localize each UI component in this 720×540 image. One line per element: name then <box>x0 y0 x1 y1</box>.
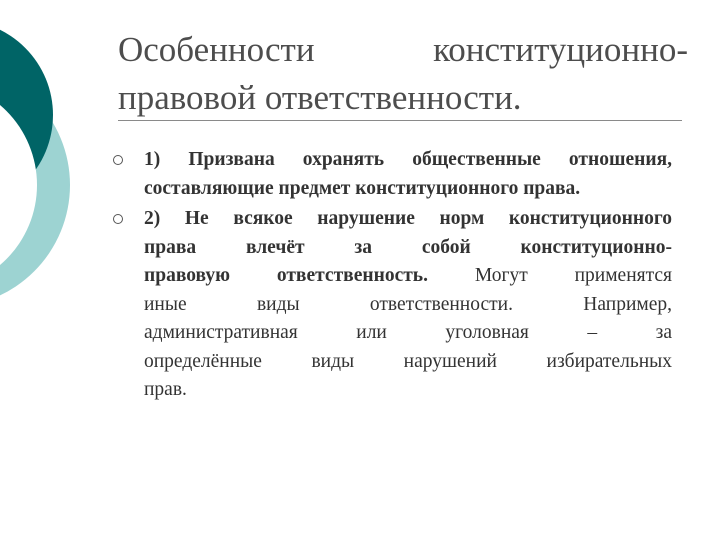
title-line-1 <box>118 26 688 74</box>
item-2-bold-line-3: правовую ответственность. <box>144 265 428 286</box>
item-2-line-5: административная или уголовная – за <box>144 322 672 343</box>
bullet-list <box>112 146 672 405</box>
item-1-line-1: 1) Призвана охранять общественные отношения, <box>144 149 672 170</box>
title-line-2: правовой ответственности. <box>118 78 522 117</box>
item-2-line-6: определённые виды нарушений избирательных <box>144 350 672 372</box>
item-2-bold-line-1: 2) Не всякое нарушение норм конституционного <box>144 208 672 229</box>
decorative-circles <box>0 0 100 300</box>
item-2-line-4: иные виды ответственности. Например, <box>144 293 672 315</box>
hollow-circle-bullet-icon <box>113 155 123 165</box>
item-2-bold-line-2: права влечёт за собой конституционно- <box>144 236 672 258</box>
title-word-1: Особенности <box>118 30 315 69</box>
hollow-circle-bullet-icon <box>113 214 123 224</box>
slide-title <box>118 26 688 122</box>
title-word-2: конституционно- <box>433 30 688 69</box>
item-1-line-2: составляющие предмет конституционного права. <box>144 177 581 199</box>
item-2-regular-after-bold: Могут применятся <box>428 265 672 286</box>
list-item <box>112 146 672 203</box>
item-2-line-3 <box>144 262 672 291</box>
title-divider <box>118 120 682 121</box>
list-item <box>112 205 672 405</box>
item-2-line-7: прав. <box>144 379 187 400</box>
